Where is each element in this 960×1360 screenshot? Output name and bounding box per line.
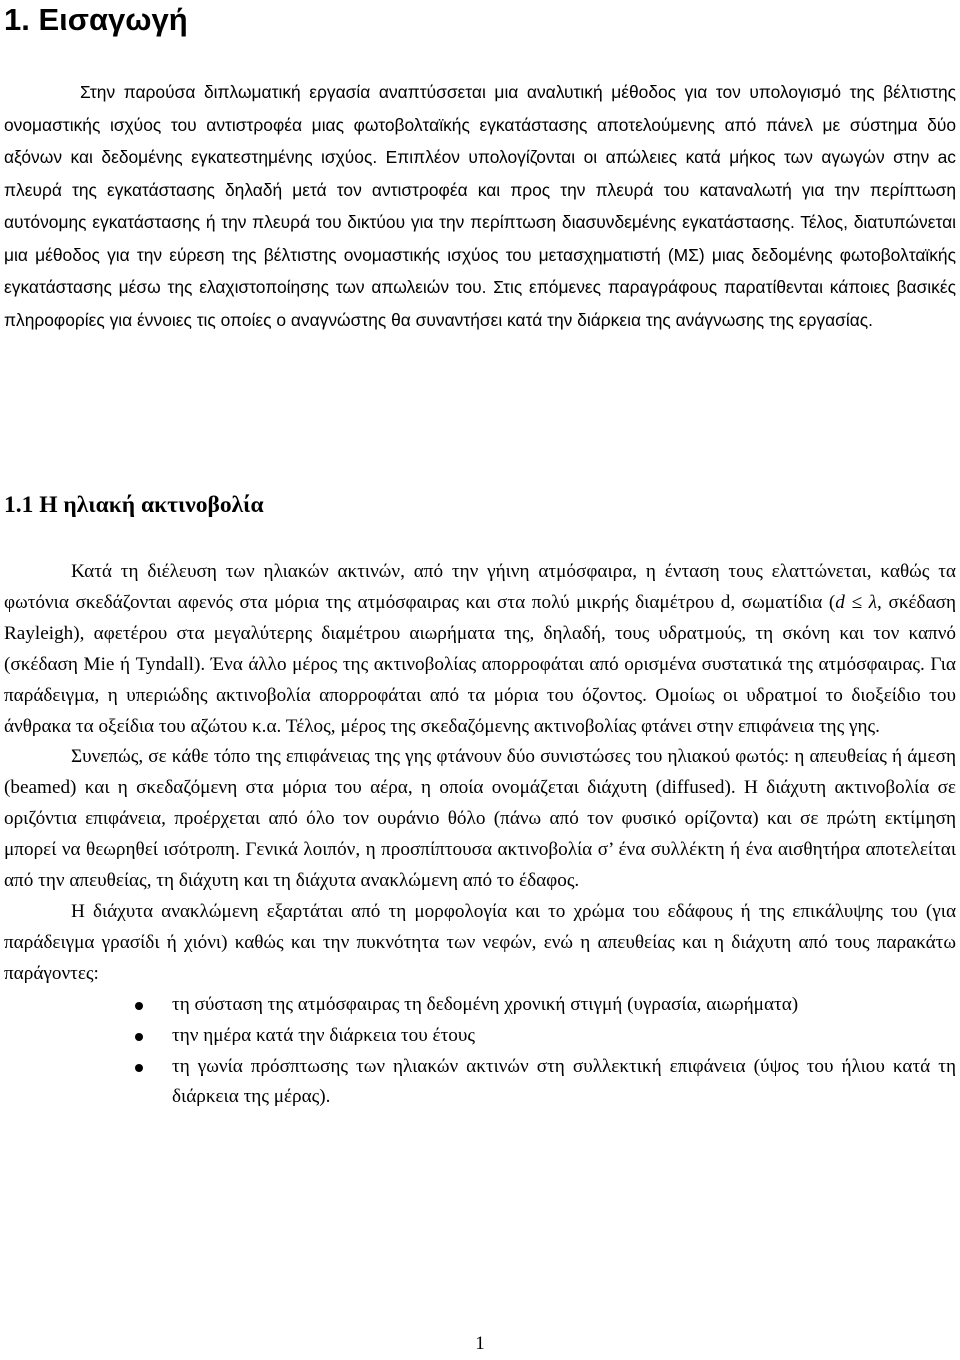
list-item-text: τη σύσταση της ατμόσφαιρας τη δεδομένη χρονική στιγμή (υγρασία, αιωρήματα): [172, 993, 799, 1015]
chapter-title: 1. Εισαγωγή: [4, 2, 188, 37]
math-inequality: d ≤ λ: [835, 591, 878, 613]
section-body: [4, 557, 956, 1113]
list-item: [4, 990, 956, 1021]
section-title: 1.1 Η ηλιακή ακτινοβολία: [4, 492, 264, 518]
section-paragraph-3: Η διάχυτα ανακλώμενη εξαρτάται από τη μορφολογία και το χρώμα του εδάφους ή της επικάλυψης του (για παράδειγμα γρασίδι ή χιόνι) καθώς και την πυκνότητα των νεφών, ενώ η απευθείας και η διάχυτη από τους παρακάτω παράγοντες:: [4, 900, 956, 984]
factor-list: [4, 990, 956, 1114]
bullet-icon: [135, 1033, 143, 1041]
section-paragraph-1: [4, 557, 956, 742]
list-item-text: την ημέρα κατά την διάρκεια του έτους: [172, 1024, 475, 1046]
page-number: 1: [475, 1333, 485, 1354]
list-item-text: τη γωνία πρόσπτωσης των ηλιακών ακτινών στη συλλεκτική επιφάνεια (ύψος του ήλιου κατά τη διάρκεια της μέρας).: [172, 1055, 956, 1108]
bullet-icon: [135, 1064, 143, 1072]
paragraph-1-text-b: , σκέδαση Rayleigh), αφετέρου στα μεγαλύτερης διαμέτρου αιωρήματα της, δηλαδή, τους υδρατμούς, τη σκόνη και τον καπνό (σκέδαση Mie ή Tyndall). Ένα άλλο μέρος της ακτινοβολίας απορροφάται από ορισμένα συστατικά της ατμόσφαιρας. Για παράδειγμα, η υπεριώδης ακτινοβολία απορροφάται από τα μόρια του όζοντος. Ομοίως οι υδρατμοί το διοξείδιο του άνθρακα τα οξείδια του αζώτου κ.α. Τέλος, μέρος της σκεδαζόμενης ακτινοβολίας φτάνει στην επιφάνεια της γης.: [4, 591, 957, 737]
paragraph-1-text-a: Κατά τη διέλευση των ηλιακών ακτινών, από την γήινη ατμόσφαιρα, η ένταση τους ελαττώνεται, καθώς τα φωτόνια σκεδάζονται αφενός στα μόρια της ατμόσφαιρας και στα πολύ μικρής διαμέτρου d, σωματίδια (: [4, 561, 956, 613]
intro-paragraph: Στην παρούσα διπλωματική εργασία αναπτύσσεται μια αναλυτική μέθοδος για τον υπολογισμό της βέλτιστης ονομαστικής ισχύος του αντιστροφέα μιας φωτοβολταϊκής εγκατάστασης αποτελούμενης από πάνελ με σύστημα δύο αξόνων και δεδομένης εγκατεστημένης ισχύος. Επιπλέον υπολογίζονται οι απώλειες κατά μήκος των αγωγών στην ac πλευρά της εγκατάστασης δηλαδή μετά τον αντιστροφέα και προς την πλευρά του καταναλωτή για την περίπτωση αυτόνομης εγκατάστασης ή την πλευρά του δικτύου για την περίπτωση διασυνδεμένης εγκατάστασης. Τέλος, διατυπώνεται μια μέθοδος για την εύρεση της βέλτιστης ονομαστικής ισχύος του μετασχηματιστή (ΜΣ) μιας δεδομένης φωτοβολταϊκής εγκατάστασης μέσω της ελαχιστοποίησης των απωλειών του. Στις επόμενες παραγράφους παρατίθενται κάποιες βασικές πληροφορίες για έννοιες τις οποίες ο αναγνώστης θα συναντήσει κατά την διάρκεια της ανάγνωσης της εργασίας.: [4, 82, 956, 330]
list-item: [4, 1021, 956, 1052]
bullet-icon: [135, 1002, 143, 1010]
section-paragraph-2: Συνεπώς, σε κάθε τόπο της επιφάνειας της γης φτάνουν δύο συνιστώσες του ηλιακού φωτός: η απευθείας ή άμεση (beamed) και η σκεδαζόμενη στα μόρια του αέρα, η οποία ονομάζεται διάχυτη (diffused). Η διάχυτη ακτινοβολία σε οριζόντια επιφάνεια, προέρχεται από όλο τον ουράνιο θόλο (πάνω από τον φυσικό ορίζοντα) και σε πρώτη εκτίμηση μπορεί να θεωρηθεί ισότροπη. Γενικά λοιπόν, η προσπίπτουσα ακτινοβολία σ’ ένα συλλέκτη ή ένα αισθητήρα αποτελείται από την απευθείας, τη διάχυτη και τη διάχυτα ανακλώμενη από το έδαφος.: [4, 746, 956, 892]
list-item: [4, 1052, 956, 1114]
